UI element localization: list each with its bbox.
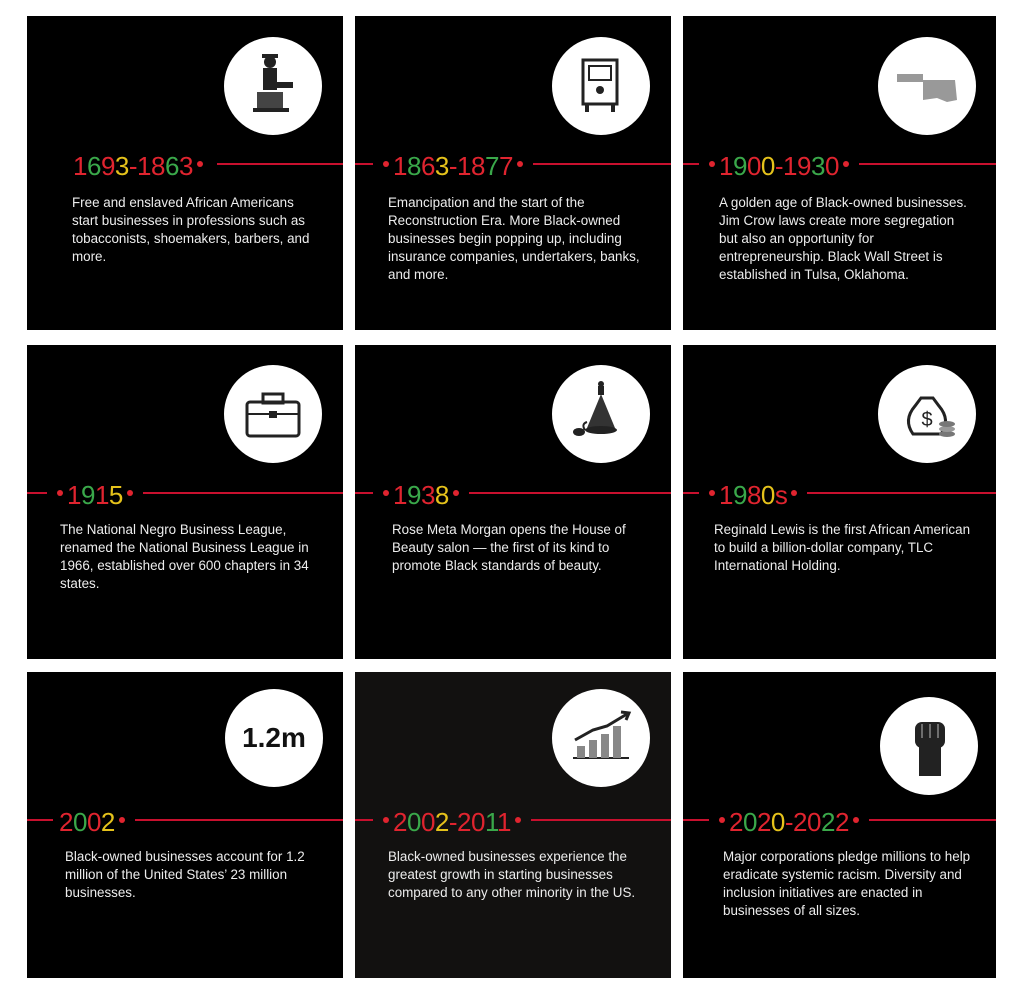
year-char: 0 <box>86 807 101 838</box>
year-char: - <box>448 151 458 182</box>
year-char: - <box>448 807 458 838</box>
safe-icon <box>552 37 650 135</box>
year-char: 5 <box>108 480 123 511</box>
description: Free and enslaved African Americans start businesses in professions such as tobacconists, shoemakers, barbers, and more. <box>72 195 310 264</box>
year-char: - <box>774 151 784 182</box>
year-char: 2 <box>434 807 449 838</box>
year-label <box>47 479 143 509</box>
year-char: 1 <box>484 807 498 838</box>
raised-fist-icon <box>880 697 978 795</box>
year-char: 8 <box>471 151 485 182</box>
shoemaker-icon <box>224 37 322 135</box>
timeline-panel-1863-1877 <box>355 16 671 330</box>
year-char: 0 <box>420 807 435 838</box>
year-char: 7 <box>498 151 513 182</box>
year-char: s <box>774 480 788 511</box>
year-text <box>393 807 511 837</box>
timeline-dot <box>383 817 389 823</box>
year-char: 0 <box>770 807 785 838</box>
year-char: 0 <box>406 807 421 838</box>
timeline-panel-2020-2022 <box>683 672 996 978</box>
year-char: 1 <box>393 480 407 511</box>
year-char: 1 <box>67 480 81 511</box>
year-label <box>699 150 859 180</box>
svg-text:$: $ <box>921 409 933 431</box>
year-char: 7 <box>484 151 499 182</box>
timeline-dot <box>383 161 389 167</box>
year-label <box>373 479 469 509</box>
year-char: 1 <box>719 151 733 182</box>
year-char: 8 <box>434 480 449 511</box>
year-char: 1 <box>94 480 109 511</box>
year-char: 8 <box>746 480 761 511</box>
year-char: 9 <box>797 151 811 182</box>
timeline-dot <box>119 817 125 823</box>
year-char: 9 <box>80 480 95 511</box>
year-char: 2 <box>793 807 808 838</box>
year-text <box>59 807 115 837</box>
year-char: 9 <box>732 151 747 182</box>
timeline-panel-1980s <box>683 345 996 659</box>
timeline-panel-2002-2011 <box>355 672 671 978</box>
year-char: 2 <box>59 807 73 838</box>
oklahoma-map-icon <box>878 37 976 135</box>
year-text <box>719 480 787 510</box>
year-char: 9 <box>100 151 115 182</box>
timeline-dot <box>843 161 849 167</box>
year-char: 1 <box>497 807 511 838</box>
timeline-dot <box>719 817 725 823</box>
year-char: 1 <box>137 151 152 182</box>
description: Black-owned businesses account for 1.2 million of the United States’ 23 million businesses. <box>65 849 305 900</box>
year-label <box>709 806 869 836</box>
timeline-panel-1900-1930 <box>683 16 996 330</box>
timeline-dot <box>383 490 389 496</box>
timeline-panel-1915 <box>27 345 343 659</box>
timeline-dot <box>57 490 63 496</box>
year-char: 6 <box>420 151 435 182</box>
timeline-dot <box>791 490 797 496</box>
description: Major corporations pledge millions to help eradicate systemic racism. Diversity and inclusion initiatives are enacted in businesses of all sizes. <box>723 849 971 918</box>
description: Black-owned businesses experience the greatest growth in starting businesses compared to any other minority in the US. <box>388 849 636 900</box>
year-char: 1 <box>393 151 407 182</box>
year-char: 3 <box>810 151 825 182</box>
year-char: 2 <box>457 807 472 838</box>
year-char: 2 <box>834 807 849 838</box>
year-label <box>53 806 135 836</box>
description: A golden age of Black-owned businesses. Jim Crow laws create more segregation but also an opportunity for entrepreneurship. Black Wall Street is established in Tulsa, Oklahoma. <box>719 195 967 282</box>
timeline-panel-2002 <box>27 672 343 978</box>
year-char: 2 <box>820 807 835 838</box>
timeline-panel-1938 <box>355 345 671 659</box>
timeline-panel-1693-1863 <box>27 16 343 330</box>
timeline-dot <box>127 490 133 496</box>
year-char: 9 <box>406 480 421 511</box>
briefcase-icon <box>224 365 322 463</box>
money-bag-icon <box>878 365 976 463</box>
year-char: - <box>128 151 138 182</box>
year-char: 0 <box>760 480 775 511</box>
year-text <box>729 807 849 837</box>
year-char: 8 <box>406 151 421 182</box>
year-char: 8 <box>151 151 165 182</box>
year-label <box>699 479 807 509</box>
year-text <box>73 151 193 181</box>
year-label <box>373 150 533 180</box>
year-char: 0 <box>742 807 757 838</box>
year-char: 2 <box>100 807 115 838</box>
year-char: 1 <box>783 151 798 182</box>
timeline-dot <box>515 817 521 823</box>
timeline-dot <box>709 490 715 496</box>
year-char: - <box>784 807 794 838</box>
year-char: 6 <box>164 151 179 182</box>
description: Rose Meta Morgan opens the House of Beauty salon — the first of its kind to promote Black standards of beauty. <box>392 522 626 573</box>
year-char: 3 <box>420 480 435 511</box>
year-char: 9 <box>732 480 747 511</box>
year-char: 1 <box>719 480 733 511</box>
description: Reginald Lewis is the first African American to build a billion-dollar company, TLC International Holding. <box>714 522 971 573</box>
year-char: 2 <box>756 807 771 838</box>
timeline-dot <box>453 490 459 496</box>
year-char: 2 <box>729 807 743 838</box>
description: Emancipation and the start of the Reconstruction Era. More Black-owned businesses begin popping up, including insurance companies, undertakers, banks, and more. <box>388 195 640 282</box>
timeline-dot <box>197 161 203 167</box>
year-char: 0 <box>807 807 821 838</box>
year-char: 3 <box>434 151 449 182</box>
year-char: 1 <box>457 151 472 182</box>
year-char: 0 <box>746 151 761 182</box>
timeline-dot <box>517 161 523 167</box>
growth-chart-icon <box>552 689 650 787</box>
year-char: 1 <box>73 151 87 182</box>
year-text <box>393 480 449 510</box>
year-char: 6 <box>86 151 101 182</box>
year-char: 0 <box>471 807 485 838</box>
timeline-dot <box>853 817 859 823</box>
year-char: 0 <box>760 151 775 182</box>
stat-value: 1.2m <box>242 722 306 753</box>
perfume-bottle-icon <box>552 365 650 463</box>
stat-medal <box>225 689 323 787</box>
description: The National Negro Business League, renamed the National Business League in 1966, established over 600 chapters in 34 states. <box>60 522 309 591</box>
year-text <box>393 151 513 181</box>
year-char: 3 <box>178 151 193 182</box>
timeline-dot <box>709 161 715 167</box>
year-text <box>719 151 839 181</box>
year-char: 0 <box>824 151 839 182</box>
year-char: 2 <box>393 807 407 838</box>
year-label <box>373 806 531 836</box>
year-char: 3 <box>114 151 129 182</box>
year-text <box>67 480 123 510</box>
year-char: 0 <box>72 807 87 838</box>
year-label <box>67 150 213 180</box>
